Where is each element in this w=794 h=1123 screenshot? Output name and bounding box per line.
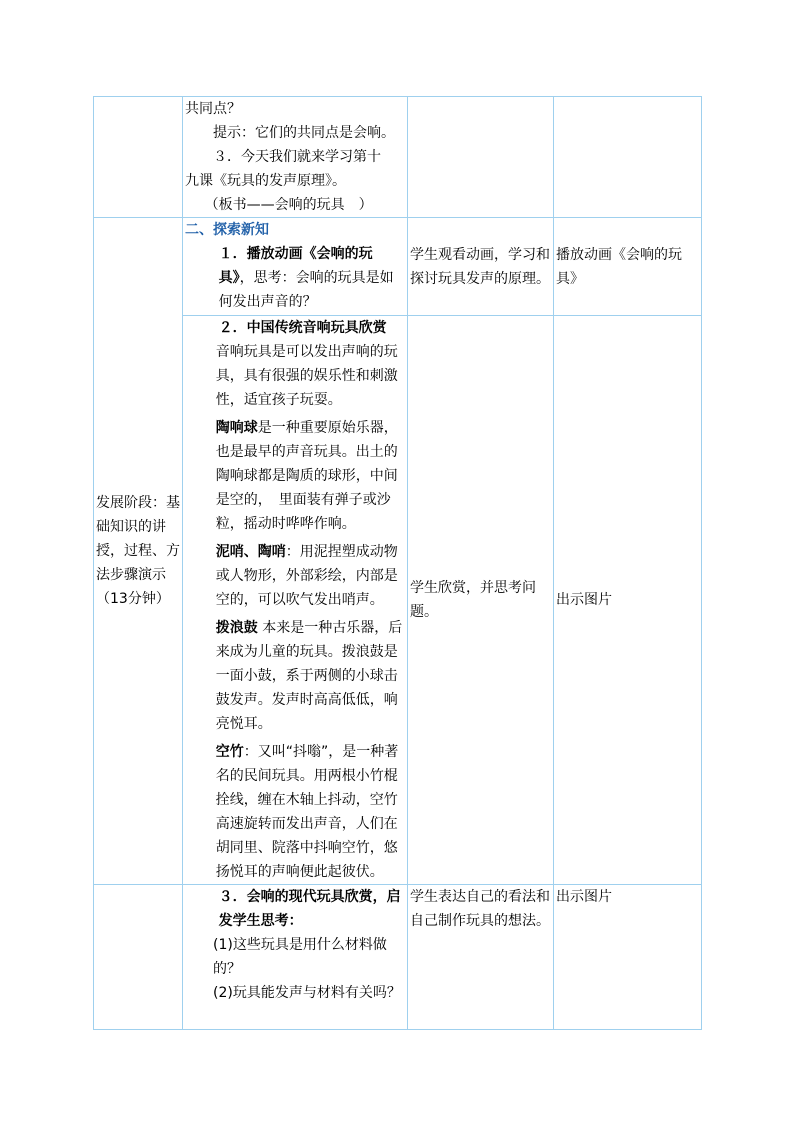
text-line: 九课《玩具的发声原理》。: [185, 173, 346, 189]
table-row: [94, 316, 702, 885]
item-text: １．播放动画《会响的玩具》，思考：会响的玩具是如何发出声音的？: [218, 246, 394, 310]
text-line: 共同点？: [185, 101, 241, 117]
text-line: （板书——会响的玩具 ）: [204, 197, 373, 213]
content-cell: [183, 97, 408, 218]
teacher-cell: [554, 316, 702, 885]
paragraph: 泥哨、陶哨：用泥捏塑成动物或人物形，外部彩绘，内部是空的，可以吹气发出哨声。: [215, 544, 398, 608]
student-cell-empty: [408, 97, 554, 218]
text-line: ３．今天我们就来学习第十: [213, 149, 381, 165]
question: (2)玩具能发声与材料有关吗？: [213, 985, 401, 1001]
student-cell: [408, 316, 554, 885]
paragraph: 陶响球是一种重要原始乐器，也是最早的声音玩具。出土的陶响球都是陶质的球形，中间是空的， 里面装有弹子或沙粒，摇动时哗哗作响。: [215, 420, 398, 532]
stage-cell-empty: [94, 97, 183, 218]
table-row: [94, 218, 702, 316]
paragraph: 空竹：又叫“抖嗡”，是一种著名的民间玩具。用两根小竹棍拴线，缠在木轴上抖动，空竹高速旋转而发出声音，人们在胡同里、院落中抖响空竹，悠扬悦耳的声响便此起彼伏。: [215, 744, 399, 880]
student-activity: 学生观看动画，学习和探讨玩具发声的原理。: [410, 246, 550, 287]
teacher-activity: 播放动画《会响的玩具》: [556, 246, 682, 287]
teacher-activity: 出示图片: [556, 592, 612, 608]
student-cell: [408, 218, 554, 316]
stage-cell: [94, 218, 183, 885]
item-heading: ２．中国传统音响玩具欣赏: [218, 320, 387, 336]
content-cell: [183, 316, 408, 885]
section-heading: 二、探索新知: [185, 222, 269, 238]
content-cell: [183, 885, 408, 1030]
teacher-cell-empty: [554, 97, 702, 218]
teacher-activity: 出示图片: [556, 889, 612, 905]
student-activity: 学生欣赏，并思考问题。: [410, 580, 536, 620]
paragraph: 音响玩具是可以发出声响的玩具，具有很强的娱乐性和刺激性，适宜孩子玩耍。: [215, 344, 398, 408]
table-row: [94, 885, 702, 1030]
teacher-cell: [554, 885, 702, 1030]
stage-cell-empty: [94, 885, 183, 1030]
student-activity: 学生表达自己的看法和自己制作玩具的想法。: [410, 889, 550, 929]
lesson-plan-table: [93, 96, 702, 1030]
teacher-cell: [554, 218, 702, 316]
paragraph: 拨浪鼓 本来是一种古乐器，后来成为儿童的玩具。拨浪鼓是一面小鼓，系于两侧的小球击鼓发声。发声时高高低低，响亮悦耳。: [215, 620, 403, 732]
table-row: [94, 97, 702, 218]
question: (1)这些玩具是用什么材料做的？: [213, 937, 387, 977]
item-heading: ３．会响的现代玩具欣赏，启发学生思考：: [218, 889, 401, 929]
stage-label: 发展阶段：基础知识的讲授，过程、方法步骤演示（13分钟）: [96, 495, 180, 607]
student-cell: [408, 885, 554, 1030]
text-line: 提示：它们的共同点是会响。: [213, 125, 395, 141]
content-cell: [183, 218, 408, 316]
